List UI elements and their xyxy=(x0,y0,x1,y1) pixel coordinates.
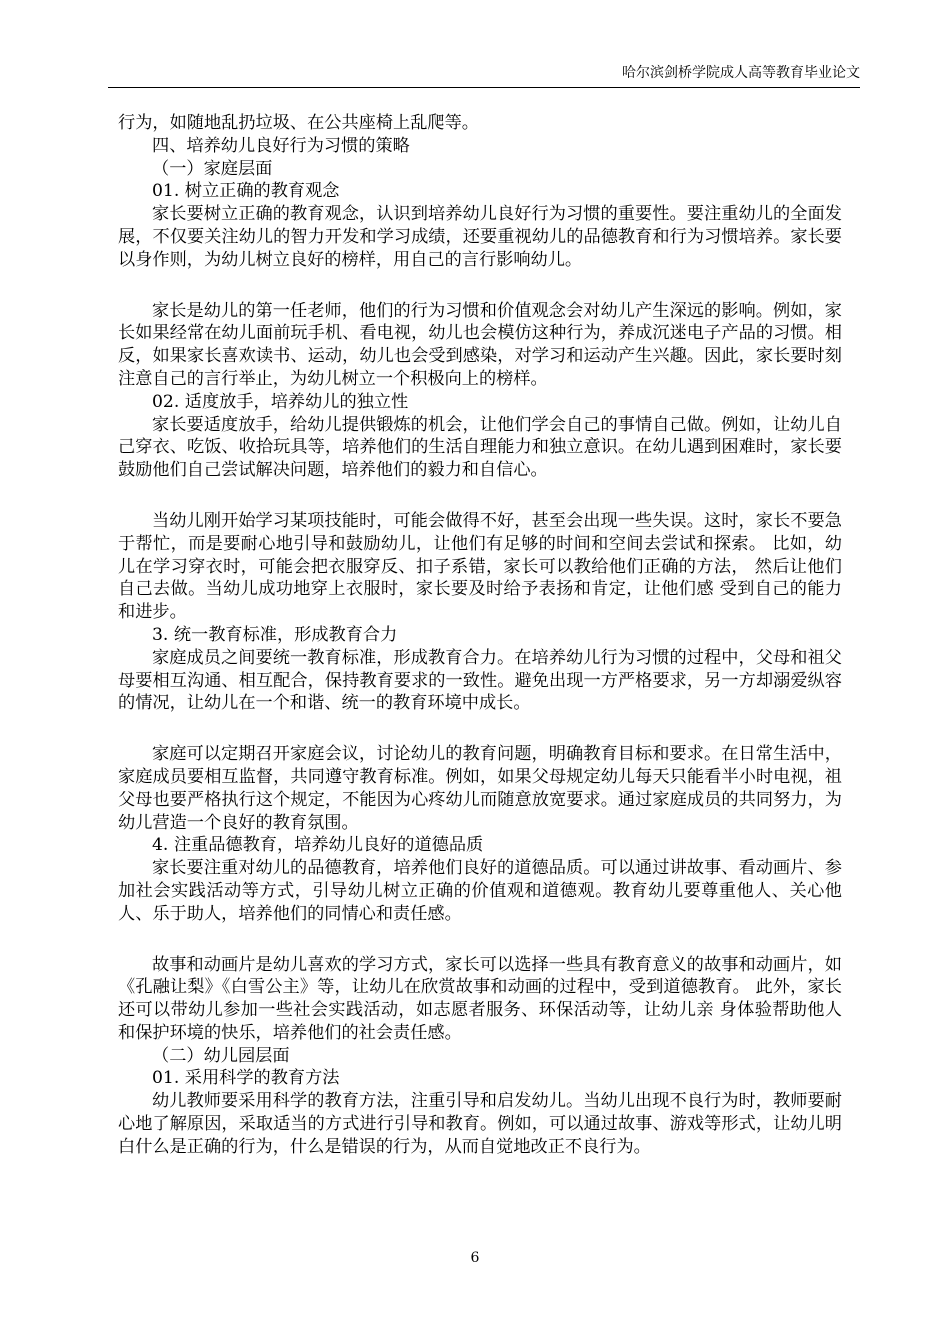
paragraph: 家庭可以定期召开家庭会议，讨论幼儿的教育问题，明确教育目标和要求。在日常生活中，家庭成员要相互监督，共同遵守教育标准。例如，如果父母规定幼儿每天只能看半小时电视，祖父母也要严格执行这个规定，不能因为心疼幼儿而随意放宽要求。通过家庭成员的共同努力，为幼儿营造一个良好的教育氛围。 xyxy=(118,744,842,833)
paragraph: 家庭成员之间要统一教育标准，形成教育合力。在培养幼儿行为习惯的过程中，父母和祖父母要相互沟通、相互配合，保持教育要求的一致性。避免出现一方严格要求，另一方却溺爱纵容的情况，让幼儿在一个和谐、统一的教育环境中成长。 xyxy=(118,647,842,714)
page-number: 6 xyxy=(470,1250,480,1266)
paragraph: 当幼儿刚开始学习某项技能时，可能会做得不好，甚至会出现一些失误。这时，家长不要急于帮忙，而是要耐心地引导和鼓励幼儿，让他们有足够的时间和空间去尝试和探索。 比如，幼儿在学习穿衣时，可能会把衣服穿反、扣子系错，家长可以教给他们正确的方法， 然后让他们自己去做。当幼儿成功地穿上衣服时，家长要及时给予表扬和肯定，让他们感 受到自己的能力和进步。 xyxy=(118,510,842,623)
paragraph: 幼儿教师要采用科学的教育方法，注重引导和启发幼儿。当幼儿出现不良行为时，教师要耐心地了解原因，采取适当的方式进行引导和教育。例如，可以通过故事、游戏等形式，让幼儿明白什么是正确的行为，什么是错误的行为，从而自觉地改正不良行为。 xyxy=(118,1091,842,1157)
paragraph: 家长要注重对幼儿的品德教育，培养他们良好的道德品质。可以通过讲故事、看动画片、参加社会实践活动等方式，引导幼儿树立正确的价值观和道德观。教育幼儿要尊重他人、关心他人、乐于助人，培养他们的同情心和责任感。 xyxy=(118,858,842,924)
section-heading: 四、培养幼儿良好行为习惯的策略 xyxy=(152,135,410,156)
paragraph: 家长要树立正确的教育观念，认识到培养幼儿良好行为习惯的重要性。要注重幼儿的全面发展，不仅要关注幼儿的智力开发和学习成绩，还要重视幼儿的品德教育和行为习惯培养。家长要以身作则，为幼儿树立良好的榜样，用自己的言行影响幼儿。 xyxy=(118,204,842,270)
paragraph: 家长要适度放手，给幼儿提供锻炼的机会，让他们学会自己的事情自己做。例如，让幼儿自己穿衣、吃饭、收拾玩具等，培养他们的生活自理能力和独立意识。在幼儿遇到困难时，家长要鼓励他们自己尝试解决问题，培养他们的毅力和自信心。 xyxy=(118,414,842,481)
paragraph: 故事和动画片是幼儿喜欢的学习方式，家长可以选择一些具有教育意义的故事和动画片，如《孔融让梨》《白雪公主》等，让幼儿在欣赏故事和动画的过程中，受到道德教育。 此外，家长还可以带幼儿参加一些社会实践活动，如志愿者服务、环保活动等，让幼儿亲 身体验帮助他人和保护环境的快乐，培养他们的社会责任感。 xyxy=(118,954,842,1043)
item-heading: 01. 采用科学的教育方法 xyxy=(152,1068,340,1089)
item-heading: 3. 统一教育标准，形成教育合力 xyxy=(152,624,398,645)
paragraph: 家长是幼儿的第一任老师，他们的行为习惯和价值观念会对幼儿产生深远的影响。例如，家长如果经常在幼儿面前玩手机、看电视，幼儿也会模仿这种行为，养成沉迷电子产品的习惯。相反，如果家长喜欢读书、运动，幼儿也会受到感染，对学习和运动产生兴趣。因此，家长要时刻注意自己的言行举止，为幼儿树立一个积极向上的榜样。 xyxy=(118,300,842,389)
item-heading: 4. 注重品德教育，培养幼儿良好的道德品质 xyxy=(152,835,484,856)
page-header: 哈尔滨剑桥学院成人高等教育毕业论文 xyxy=(622,65,860,81)
paragraph: 行为，如随地乱扔垃圾、在公共座椅上乱爬等。 xyxy=(118,113,479,133)
spacer xyxy=(118,482,842,510)
document-body xyxy=(118,112,842,1159)
item-heading: 02. 适度放手，培养幼儿的独立性 xyxy=(152,391,409,412)
spacer xyxy=(118,926,842,954)
subsection-heading: （二）幼儿园层面 xyxy=(152,1045,290,1066)
item-heading: 01. 树立正确的教育观念 xyxy=(152,181,340,202)
subsection-heading: （一）家庭层面 xyxy=(152,158,273,179)
spacer xyxy=(118,272,842,300)
spacer xyxy=(118,715,842,743)
header-rule xyxy=(108,87,860,88)
